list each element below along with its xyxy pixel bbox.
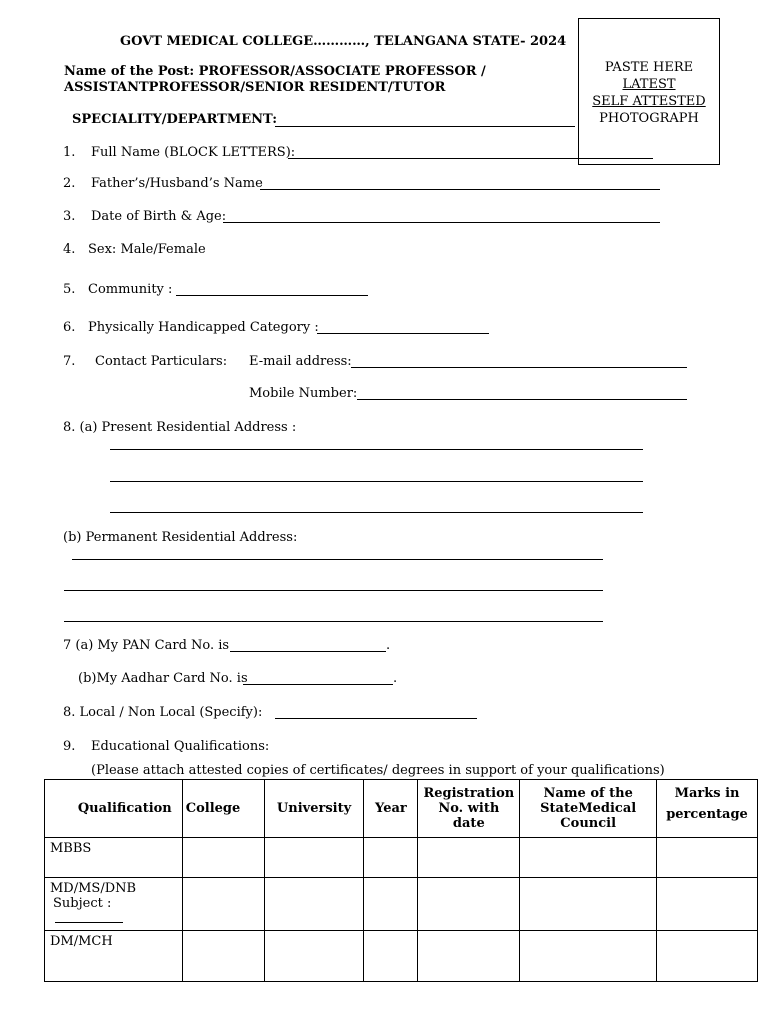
dob-blank[interactable] xyxy=(223,222,660,223)
row-md-subject-label: Subject : xyxy=(53,896,112,911)
table-cell[interactable] xyxy=(418,838,520,878)
pan-label: 7 (a) My PAN Card No. is xyxy=(63,638,230,653)
table-header-row xyxy=(45,780,758,838)
photo-line-4: PHOTOGRAPH xyxy=(599,111,699,126)
speciality-blank[interactable] xyxy=(275,126,575,127)
table-cell[interactable] xyxy=(418,931,520,982)
education-note: (Please attach attested copies of certificates/ degrees in support of your qualifications) xyxy=(91,763,665,778)
header-registration-line-1: Registration xyxy=(423,786,515,801)
father-name-label: Father’s/Husband’s Name xyxy=(91,176,263,191)
table-row xyxy=(45,878,758,931)
present-address-line-2[interactable] xyxy=(110,481,643,482)
full-name-label: Full Name (BLOCK LETTERS): xyxy=(91,145,296,160)
father-name-blank[interactable] xyxy=(260,189,660,190)
photo-line-2: LATEST xyxy=(622,77,676,92)
row-mbbs-label: MBBS xyxy=(45,838,183,878)
present-address-label: 8. (a) Present Residential Address : xyxy=(63,420,297,435)
education-label: Educational Qualifications: xyxy=(91,739,270,754)
photo-line-3: SELF ATTESTED xyxy=(592,94,706,109)
row-md-label: MD/MS/DNB xyxy=(50,881,137,896)
mobile-blank[interactable] xyxy=(357,399,687,400)
header-marks xyxy=(657,780,758,838)
present-address-line-1[interactable] xyxy=(110,449,643,450)
header-qualification: Qualification xyxy=(45,780,183,838)
table-row xyxy=(45,931,758,982)
table-cell[interactable] xyxy=(364,931,418,982)
handicapped-blank[interactable] xyxy=(317,333,489,334)
permanent-address-line-1[interactable] xyxy=(72,559,603,560)
header-council-line-2: StateMedical xyxy=(540,801,637,816)
local-blank[interactable] xyxy=(275,718,477,719)
community-label: Community : xyxy=(88,282,173,297)
table-cell[interactable] xyxy=(520,838,657,878)
header-council-line-3: Council xyxy=(560,816,617,831)
pan-blank[interactable] xyxy=(230,651,386,652)
qualifications-table xyxy=(44,779,758,982)
sex-label: Sex: Male/Female xyxy=(88,242,206,257)
field-3-number: 3. xyxy=(63,209,76,224)
photo-line-1: PASTE HERE xyxy=(604,60,694,75)
permanent-address-label: (b) Permanent Residential Address: xyxy=(63,530,298,545)
aadhar-blank[interactable] xyxy=(243,684,393,685)
row-md-cell xyxy=(45,878,183,931)
header-registration-line-3: date xyxy=(452,816,485,831)
field-1-number: 1. xyxy=(63,145,76,160)
table-cell[interactable] xyxy=(520,878,657,931)
table-cell[interactable] xyxy=(182,838,264,878)
table-cell[interactable] xyxy=(418,878,520,931)
aadhar-period: . xyxy=(393,671,398,686)
field-5-number: 5. xyxy=(63,282,76,297)
aadhar-label: (b)My Aadhar Card No. is xyxy=(78,671,248,686)
header-registration xyxy=(418,780,520,838)
header-council-line-1: Name of the xyxy=(543,786,633,801)
table-cell[interactable] xyxy=(364,878,418,931)
header-marks-line-1: Marks in xyxy=(674,786,740,801)
header-year: Year xyxy=(364,780,418,838)
community-blank[interactable] xyxy=(176,295,368,296)
pan-period: . xyxy=(386,638,391,653)
table-cell[interactable] xyxy=(264,838,364,878)
permanent-address-line-2[interactable] xyxy=(64,590,603,591)
header-college: College xyxy=(182,780,264,838)
table-cell[interactable] xyxy=(264,931,364,982)
field-4-number: 4. xyxy=(63,242,76,257)
speciality-label: SPECIALITY/DEPARTMENT: xyxy=(72,112,278,127)
dob-label: Date of Birth & Age: xyxy=(91,209,227,224)
field-9-number: 9. xyxy=(63,739,76,754)
email-label: E-mail address: xyxy=(249,354,352,369)
table-cell[interactable] xyxy=(657,931,758,982)
post-line-1: Name of the Post: PROFESSOR/ASSOCIATE PROFESSOR / xyxy=(64,64,486,79)
table-cell[interactable] xyxy=(264,878,364,931)
field-6-number: 6. xyxy=(63,320,76,335)
full-name-blank[interactable] xyxy=(288,158,653,159)
subject-blank[interactable] xyxy=(55,911,123,923)
present-address-line-3[interactable] xyxy=(110,512,643,513)
row-md-subject[interactable] xyxy=(50,896,177,927)
table-cell[interactable] xyxy=(657,878,758,931)
post-line-2: ASSISTANTPROFESSOR/SENIOR RESIDENT/TUTOR xyxy=(64,80,446,95)
contact-label: Contact Particulars: xyxy=(95,354,228,369)
table-cell[interactable] xyxy=(182,931,264,982)
field-7-number: 7. xyxy=(63,354,76,369)
handicapped-label: Physically Handicapped Category : xyxy=(88,320,319,335)
email-blank[interactable] xyxy=(351,367,687,368)
table-cell[interactable] xyxy=(182,878,264,931)
table-cell[interactable] xyxy=(520,931,657,982)
field-2-number: 2. xyxy=(63,176,76,191)
header-university: University xyxy=(264,780,364,838)
table-row xyxy=(45,838,758,878)
header-marks-line-2: percentage xyxy=(666,807,748,822)
mobile-label: Mobile Number: xyxy=(249,386,358,401)
table-cell[interactable] xyxy=(657,838,758,878)
photo-box[interactable] xyxy=(578,18,720,165)
header-registration-line-2: No. with xyxy=(438,801,500,816)
row-dm-label: DM/MCH xyxy=(45,931,183,982)
form-title: GOVT MEDICAL COLLEGE…………, TELANGANA STATE- 2024 xyxy=(120,34,567,49)
header-council xyxy=(520,780,657,838)
permanent-address-line-3[interactable] xyxy=(64,621,603,622)
table-cell[interactable] xyxy=(364,838,418,878)
local-label: 8. Local / Non Local (Specify): xyxy=(63,705,263,720)
